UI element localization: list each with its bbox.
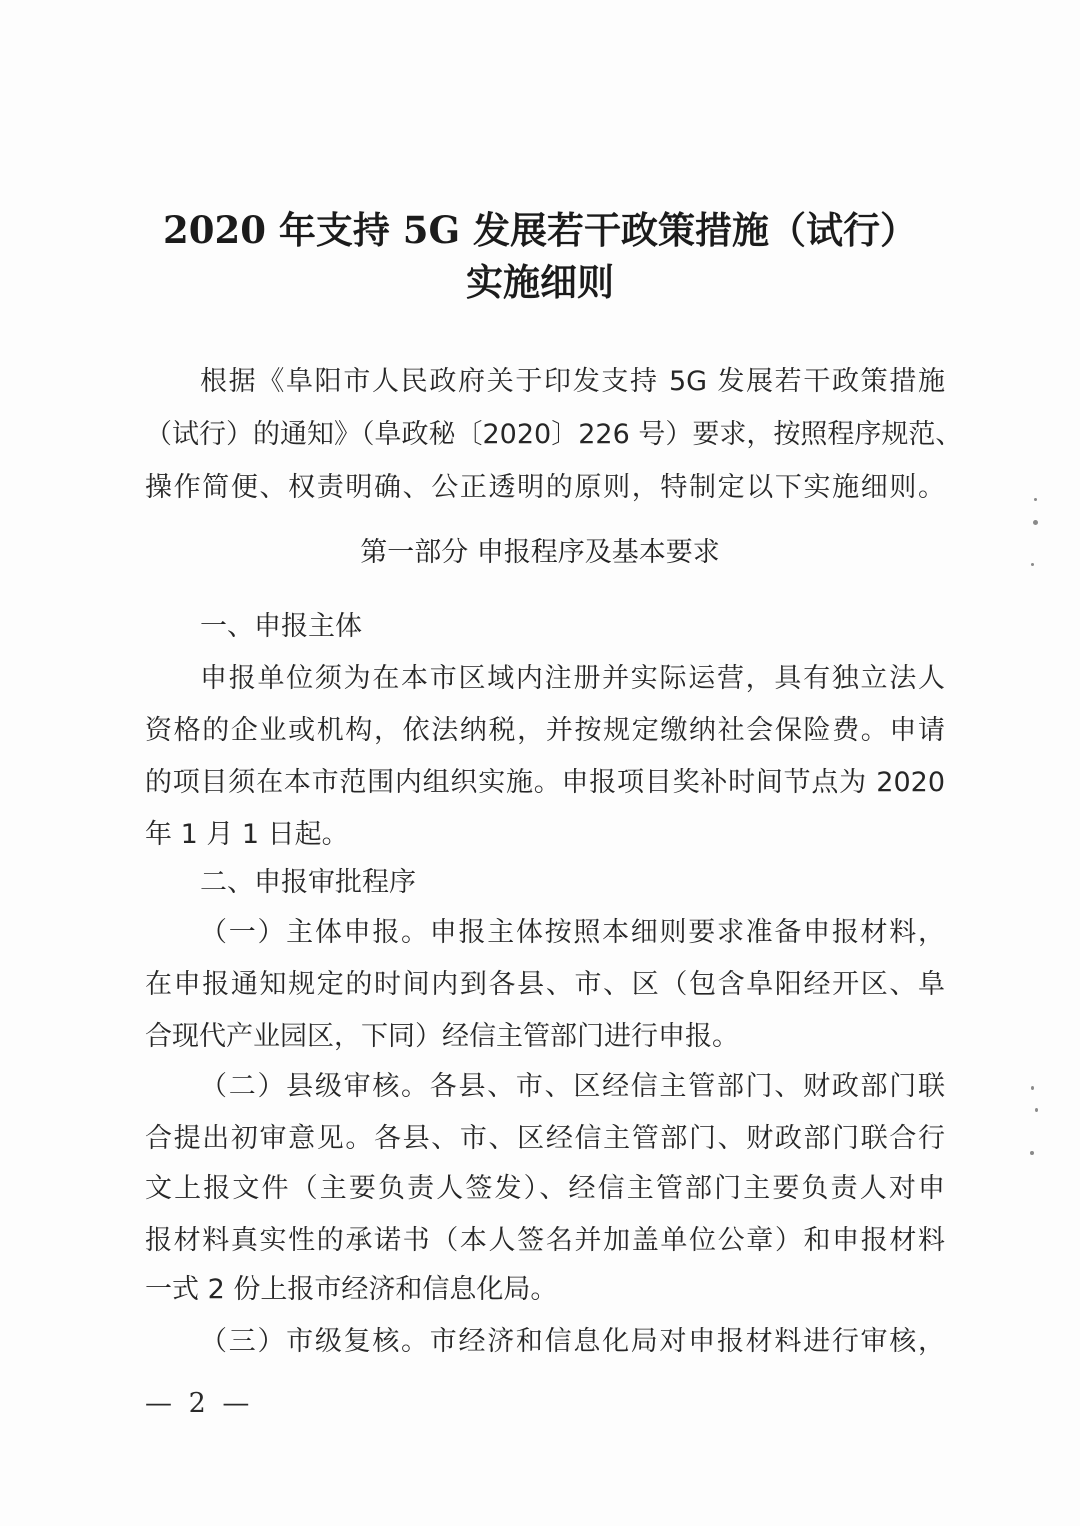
sub1-line-2: 在申报通知规定的时间内到各县、市、区（包含阜阳经开区、阜 — [145, 969, 945, 1000]
sub1-line-1: （一）主体申报。申报主体按照本细则要求准备申报材料， — [200, 917, 945, 948]
sub2-line-3: 文上报文件（主要负责人签发）、经信主管部门主要负责人对申 — [145, 1173, 945, 1204]
scan-speck — [1031, 1086, 1034, 1090]
sub2-line-5: 一式 2 份上报市经济和信息化局。 — [145, 1274, 558, 1305]
sub2-line-1: （二）县级审核。各县、市、区经信主管部门、财政部门联 — [200, 1071, 945, 1102]
part-heading: 第一部分 申报程序及基本要求 — [360, 537, 720, 568]
scan-speck — [1031, 563, 1034, 566]
scan-speck — [1033, 520, 1038, 525]
section1-heading: 一、申报主体 — [200, 611, 362, 642]
section1-line-3: 的项目须在本市范围内组织实施。申报项目奖补时间节点为 2020 — [145, 767, 945, 798]
section2-heading: 二、申报审批程序 — [200, 867, 416, 898]
scan-speck — [1035, 1108, 1038, 1112]
scan-speck — [1030, 1151, 1034, 1155]
sub1-line-3: 合现代产业园区，下同）经信主管部门进行申报。 — [145, 1021, 739, 1052]
section1-line-2: 资格的企业或机构，依法纳税，并按规定缴纳社会保险费。申请 — [145, 715, 945, 746]
document-title-line1: 2020 年支持 5G 发展若干政策措施（试行） — [163, 208, 917, 252]
sub3-line-1: （三）市级复核。市经济和信息化局对申报材料进行审核， — [200, 1326, 945, 1357]
intro-line-1: 根据《阜阳市人民政府关于印发支持 5G 发展若干政策措施 — [200, 366, 945, 397]
section1-line-1: 申报单位须为在本市区域内注册并实际运营，具有独立法人 — [200, 663, 945, 694]
scan-speck — [1034, 498, 1037, 501]
intro-line-2: （试行）的通知》（阜政秘〔2020〕226 号）要求，按照程序规范、 — [145, 419, 963, 450]
section1-line-4: 年 1 月 1 日起。 — [145, 819, 349, 850]
sub2-line-4: 报材料真实性的承诺书（本人签名并加盖单位公章）和申报材料 — [145, 1225, 945, 1256]
page-number: — 2 — — [145, 1388, 254, 1419]
intro-line-3: 操作简便、权责明确、公正透明的原则，特制定以下实施细则。 — [145, 472, 945, 503]
sub2-line-2: 合提出初审意见。各县、市、区经信主管部门、财政部门联合行 — [145, 1123, 945, 1154]
document-title-line2: 实施细则 — [466, 260, 614, 304]
